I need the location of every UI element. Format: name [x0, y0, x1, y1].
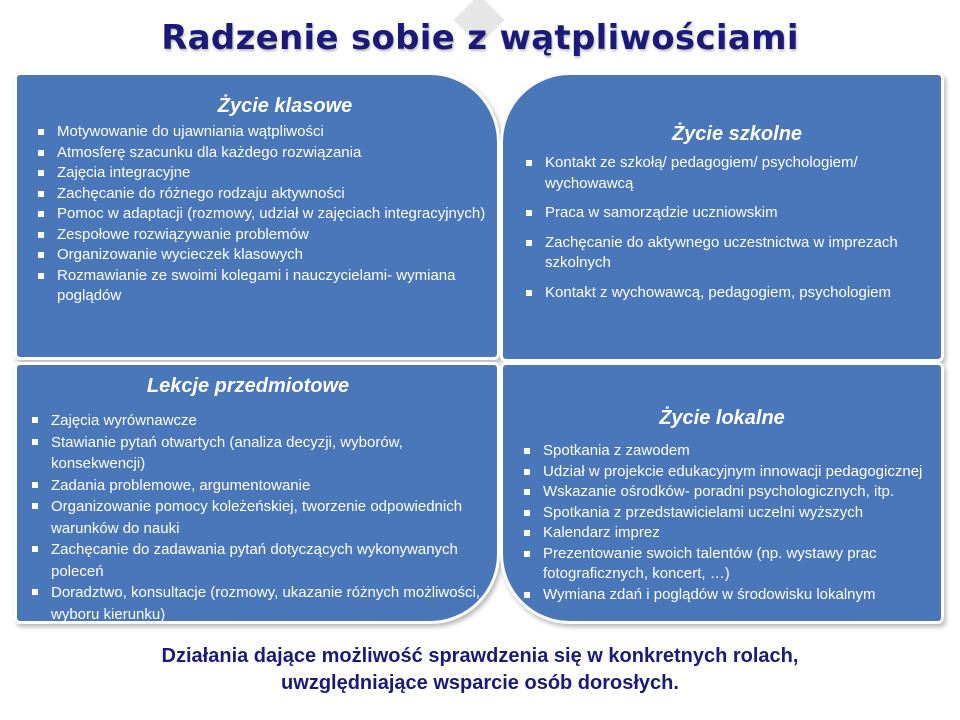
list-item: Kontakt ze szkołą/ pedagogiem/ psychologiem/ wychowawcą: [519, 153, 939, 194]
summary-line: uwzględniające wsparcie osób dorosłych.: [281, 672, 679, 694]
list-item: Wskazanie ośrodków- poradni psychologicznych, itp.: [517, 482, 945, 503]
list-item: Zachęcanie do aktywnego uczestnictwa w imprezach szkolnych: [519, 233, 939, 274]
panel-zycie-szkolne: [500, 72, 944, 362]
summary-caption: [0, 643, 960, 697]
list-item: Organizowanie pomocy koleżeńskiej, tworzenie odpowiednich warunków do nauki: [25, 496, 491, 539]
list-item: Zachęcanie do różnego rodzaju aktywności: [31, 184, 487, 205]
list-item: Spotkania z przedstawicielami uczelni wyższych: [517, 503, 945, 524]
panel-heading: Lekcje przedmiotowe: [146, 375, 350, 397]
bullet-list: [31, 122, 487, 307]
list-item: Organizowanie wycieczek klasowych: [31, 245, 487, 266]
panel-heading: Życie lokalne: [659, 407, 785, 429]
list-item: Kontakt z wychowawcą, pedagogiem, psychologiem: [519, 283, 939, 304]
panel-heading: Życie klasowe: [217, 95, 353, 117]
panel-zycie-lokalne: [500, 362, 944, 624]
bullet-list: [25, 410, 491, 625]
panel-zycie-klasowe: [14, 72, 500, 360]
list-item: Zajęcia wyrównawcze: [25, 410, 491, 432]
panel-heading: Życie szkolne: [671, 123, 803, 145]
list-item: Doradztwo, konsultacje (rozmowy, ukazanie różnych możliwości, wyboru kierunku): [25, 582, 491, 625]
list-item: Spotkania z zawodem: [517, 441, 945, 462]
list-item: Stawianie pytań otwartych (analiza decyzji, wyborów, konsekwencji): [25, 432, 491, 475]
list-item: Wymiana zdań i poglądów w środowisku lokalnym: [517, 585, 945, 606]
bullet-list: [519, 153, 939, 312]
summary-line: Działania dające możliwość sprawdzenia się w konkretnych rolach,: [161, 645, 799, 667]
list-item: Rozmawianie ze swoimi kolegami i nauczycielami- wymiana poglądów: [31, 266, 487, 307]
panel-lekcje-przedmiotowe: [14, 362, 500, 624]
list-item: Kalendarz imprez: [517, 523, 945, 544]
list-item: Udział w projekcie edukacyjnym innowacji pedagogicznej: [517, 462, 945, 483]
list-item: Zespołowe rozwiązywanie problemów: [31, 225, 487, 246]
list-item: Pomoc w adaptacji (rozmowy, udział w zajęciach integracyjnych): [31, 204, 487, 225]
bullet-list: [517, 441, 945, 605]
list-item: Atmosferę szacunku dla każdego rozwiązania: [31, 143, 487, 164]
list-item: Zajęcia integracyjne: [31, 163, 487, 184]
list-item: Prezentowanie swoich talentów (np. wystawy prac fotograficznych, koncert, …): [517, 544, 945, 585]
list-item: Zadania problemowe, argumentowanie: [25, 475, 491, 497]
list-item: Motywowanie do ujawniania wątpliwości: [31, 122, 487, 143]
list-item: Zachęcanie do zadawania pytań dotyczących wykonywanych poleceń: [25, 539, 491, 582]
list-item: Praca w samorządzie uczniowskim: [519, 203, 939, 224]
page-title: Radzenie sobie z wątpliwościami: [161, 18, 799, 58]
